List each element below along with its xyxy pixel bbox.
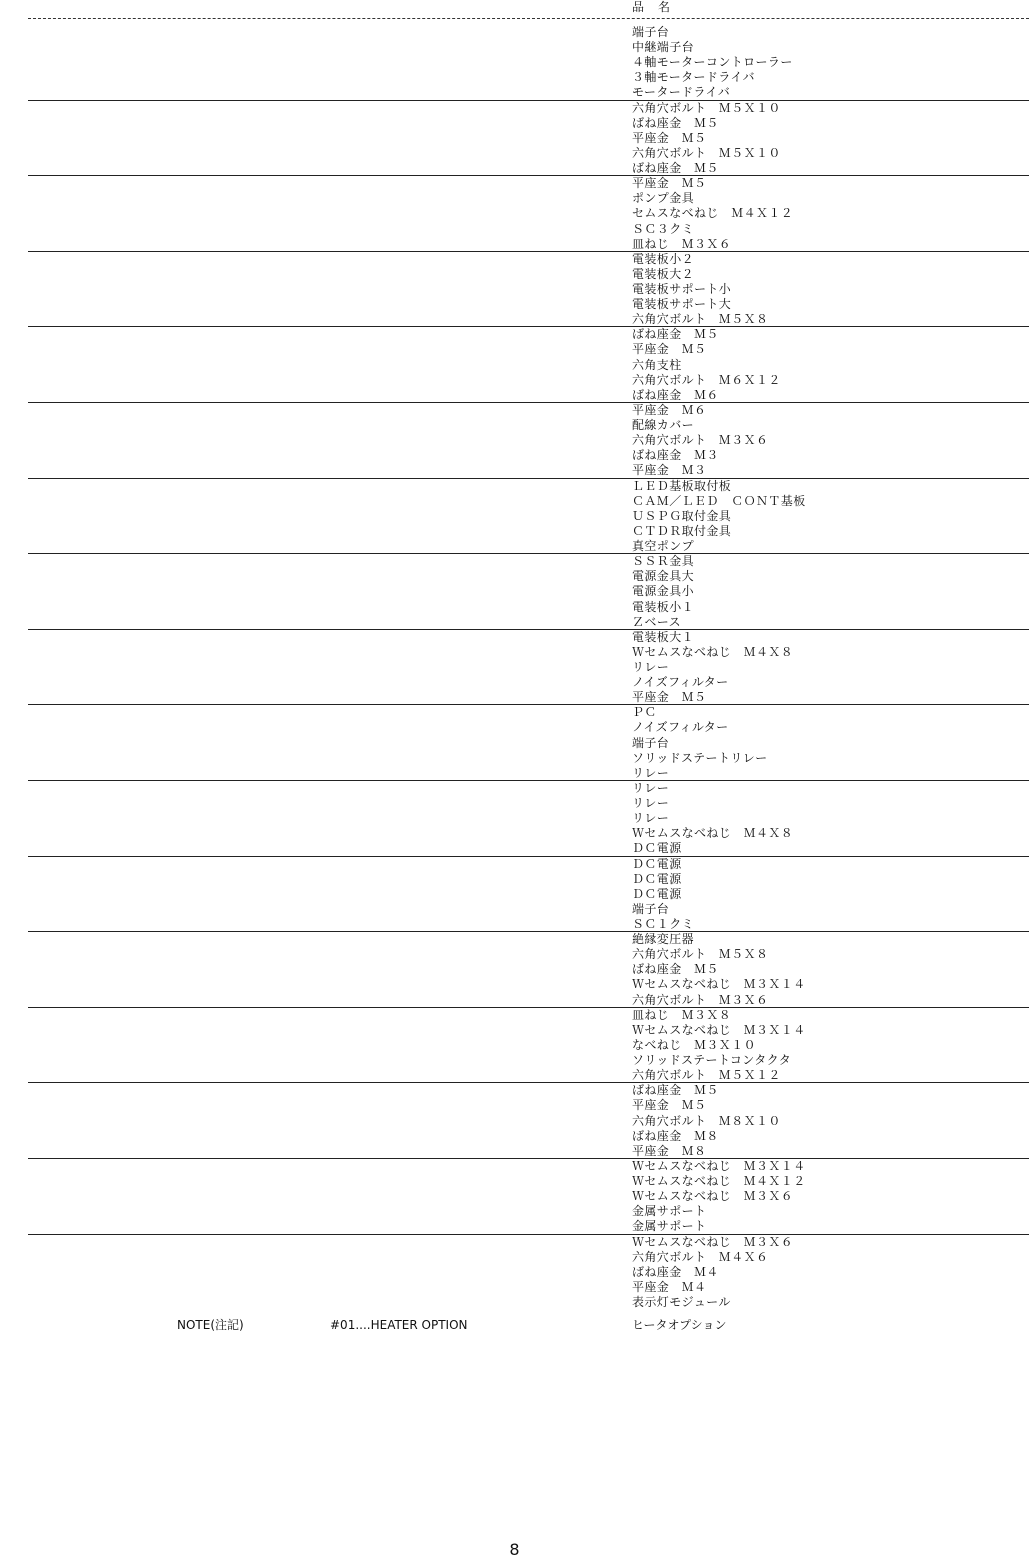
part-name: ノイズフィルター (632, 675, 729, 690)
part-name: 平座金 Ｍ８ (632, 1143, 707, 1158)
part-name: ばね座金 Ｍ５ (632, 962, 719, 977)
part-name: 端子台 (632, 25, 670, 39)
part-name: 平座金 Ｍ５ (632, 1098, 707, 1113)
part-name: ＬＥＤ基板取付板 (632, 478, 732, 493)
part-name: 電装板サポート小 (632, 282, 732, 297)
part-name: Ｗセムスなべねじ Ｍ４Ｘ８ (632, 644, 794, 659)
part-name: 表示灯モジュール (632, 1294, 731, 1309)
part-name: リレー (632, 659, 670, 674)
part-name: モータードライバ (632, 85, 731, 100)
part-name: ＣＴＤＲ取付金具 (632, 523, 732, 538)
part-name: なべねじ Ｍ３Ｘ１０ (632, 1037, 757, 1052)
parts-group (0, 176, 1029, 252)
part-name: ソリッドステートリレー (632, 750, 768, 765)
parts-group (0, 630, 1029, 706)
part-name: リレー (632, 780, 670, 795)
part-name: 電装板大１ (632, 629, 695, 644)
part-name: 六角穴ボルト Ｍ５Ｘ１０ (632, 100, 781, 115)
part-name: 電源金具大 (632, 569, 695, 584)
part-name: セムスなべねじ Ｍ４Ｘ１２ (632, 206, 794, 221)
part-name: ばね座金 Ｍ８ (632, 1128, 719, 1143)
part-name: 平座金 Ｍ５ (632, 690, 707, 705)
part-name: ソリッドステートコンタクタ (632, 1053, 792, 1068)
note-code: #01....HEATER OPTION (330, 1318, 468, 1332)
part-name: 六角穴ボルト Ｍ３Ｘ６ (632, 433, 769, 448)
part-name: ＳＳＲ金具 (632, 554, 695, 569)
part-name: Ｗセムスなべねじ Ｍ３Ｘ１４ (632, 977, 806, 992)
part-name: ばね座金 Ｍ５ (632, 115, 719, 130)
part-name: 端子台 (632, 901, 670, 916)
part-name: ばね座金 Ｍ５ (632, 1083, 719, 1098)
part-name: ３軸モータードライバ (632, 70, 755, 85)
parts-group (0, 403, 1029, 479)
part-name: Ｗセムスなべねじ Ｍ４Ｘ８ (632, 826, 794, 841)
parts-group (0, 1008, 1029, 1084)
part-name: ＵＳＰＧ取付金具 (632, 508, 732, 523)
part-name: 電装板大２ (632, 266, 695, 281)
header-dashed-divider (28, 18, 1029, 19)
part-name: ＳＣ３クミ (632, 221, 695, 236)
part-name: 電装板サポート大 (632, 297, 732, 312)
part-name: 平座金 Ｍ５ (632, 130, 707, 145)
part-name: 平座金 Ｍ５ (632, 342, 707, 357)
parts-group (0, 781, 1029, 857)
parts-group (0, 1083, 1029, 1159)
parts-group (0, 101, 1029, 177)
parts-group (0, 327, 1029, 403)
part-name: 平座金 Ｍ３ (632, 463, 707, 478)
part-name: 中継端子台 (632, 40, 695, 55)
part-name: リレー (632, 765, 670, 780)
part-name: 金属サポート (632, 1204, 707, 1219)
part-name: 皿ねじ Ｍ３Ｘ６ (632, 236, 732, 251)
part-name: ＤＣ電源 (632, 856, 682, 871)
part-name: ばね座金 Ｍ５ (632, 161, 719, 176)
part-name: 絶縁変圧器 (632, 932, 695, 947)
part-name: 六角穴ボルト Ｍ５Ｘ１０ (632, 145, 781, 160)
part-name: Ｗセムスなべねじ Ｍ３Ｘ１４ (632, 1158, 806, 1173)
part-name: ポンプ金具 (632, 191, 695, 206)
part-name: 六角穴ボルト Ｍ８Ｘ１０ (632, 1113, 781, 1128)
parts-group (0, 857, 1029, 933)
parts-group (0, 932, 1029, 1008)
part-name: ＤＣ電源 (632, 871, 682, 886)
part-name: 電装板小２ (632, 251, 695, 266)
part-name: 端子台 (632, 735, 670, 750)
parts-group (0, 1235, 1029, 1311)
part-name: ＰＣ (632, 705, 657, 720)
parts-group (0, 705, 1029, 781)
part-name: ばね座金 Ｍ５ (632, 327, 719, 342)
part-name: ＳＣ１クミ (632, 917, 695, 931)
part-name: 電源金具小 (632, 584, 695, 599)
part-name: ばね座金 Ｍ４ (632, 1264, 719, 1279)
part-name: ノイズフィルター (632, 720, 729, 735)
part-name: Ｚベース (632, 614, 682, 629)
part-name: 六角穴ボルト Ｍ５Ｘ８ (632, 312, 769, 327)
part-name: 配線カバー (632, 418, 695, 433)
part-name: リレー (632, 796, 670, 811)
part-name: 皿ねじ Ｍ３Ｘ８ (632, 1007, 732, 1022)
part-name: ＤＣ電源 (632, 841, 682, 856)
page-number: 8 (509, 1540, 520, 1559)
note-label: NOTE(注記) (177, 1318, 244, 1332)
parts-group (0, 554, 1029, 630)
note-description: ヒータオプション (632, 1318, 727, 1332)
part-name: ばね座金 Ｍ３ (632, 448, 719, 463)
part-name: 真空ポンプ (632, 539, 695, 554)
part-name: 六角穴ボルト Ｍ５Ｘ８ (632, 947, 769, 962)
parts-group (0, 1159, 1029, 1235)
parts-group (0, 25, 1029, 101)
parts-group (0, 479, 1029, 555)
part-name: 平座金 Ｍ６ (632, 402, 707, 417)
part-name: 金属サポート (632, 1219, 707, 1234)
part-name: Ｗセムスなべねじ Ｍ３Ｘ６ (632, 1234, 794, 1249)
parts-list-header-title: 品 名 (632, 0, 672, 14)
part-name: 電装板小１ (632, 599, 695, 614)
part-name: Ｗセムスなべねじ Ｍ３Ｘ６ (632, 1189, 794, 1204)
part-name: リレー (632, 811, 670, 826)
parts-list-table (0, 25, 1029, 1310)
part-name: 六角支柱 (632, 357, 682, 372)
part-name: ＤＣ電源 (632, 886, 682, 901)
parts-group (0, 252, 1029, 328)
part-name: 六角穴ボルト Ｍ６Ｘ１２ (632, 372, 781, 387)
part-name: 平座金 Ｍ４ (632, 1279, 707, 1294)
part-name: 平座金 Ｍ５ (632, 176, 707, 191)
part-name: 六角穴ボルト Ｍ３Ｘ６ (632, 992, 769, 1007)
part-name: ＣＡＭ／ＬＥＤ ＣＯＮＴ基板 (632, 493, 806, 508)
part-name: 六角穴ボルト Ｍ５Ｘ１２ (632, 1068, 781, 1083)
part-name: ４軸モーターコントローラー (632, 55, 793, 70)
part-name: Ｗセムスなべねじ Ｍ４Ｘ１２ (632, 1174, 806, 1189)
part-name: 六角穴ボルト Ｍ４Ｘ６ (632, 1249, 769, 1264)
part-name: ばね座金 Ｍ６ (632, 387, 719, 402)
part-name: Ｗセムスなべねじ Ｍ３Ｘ１４ (632, 1022, 806, 1037)
